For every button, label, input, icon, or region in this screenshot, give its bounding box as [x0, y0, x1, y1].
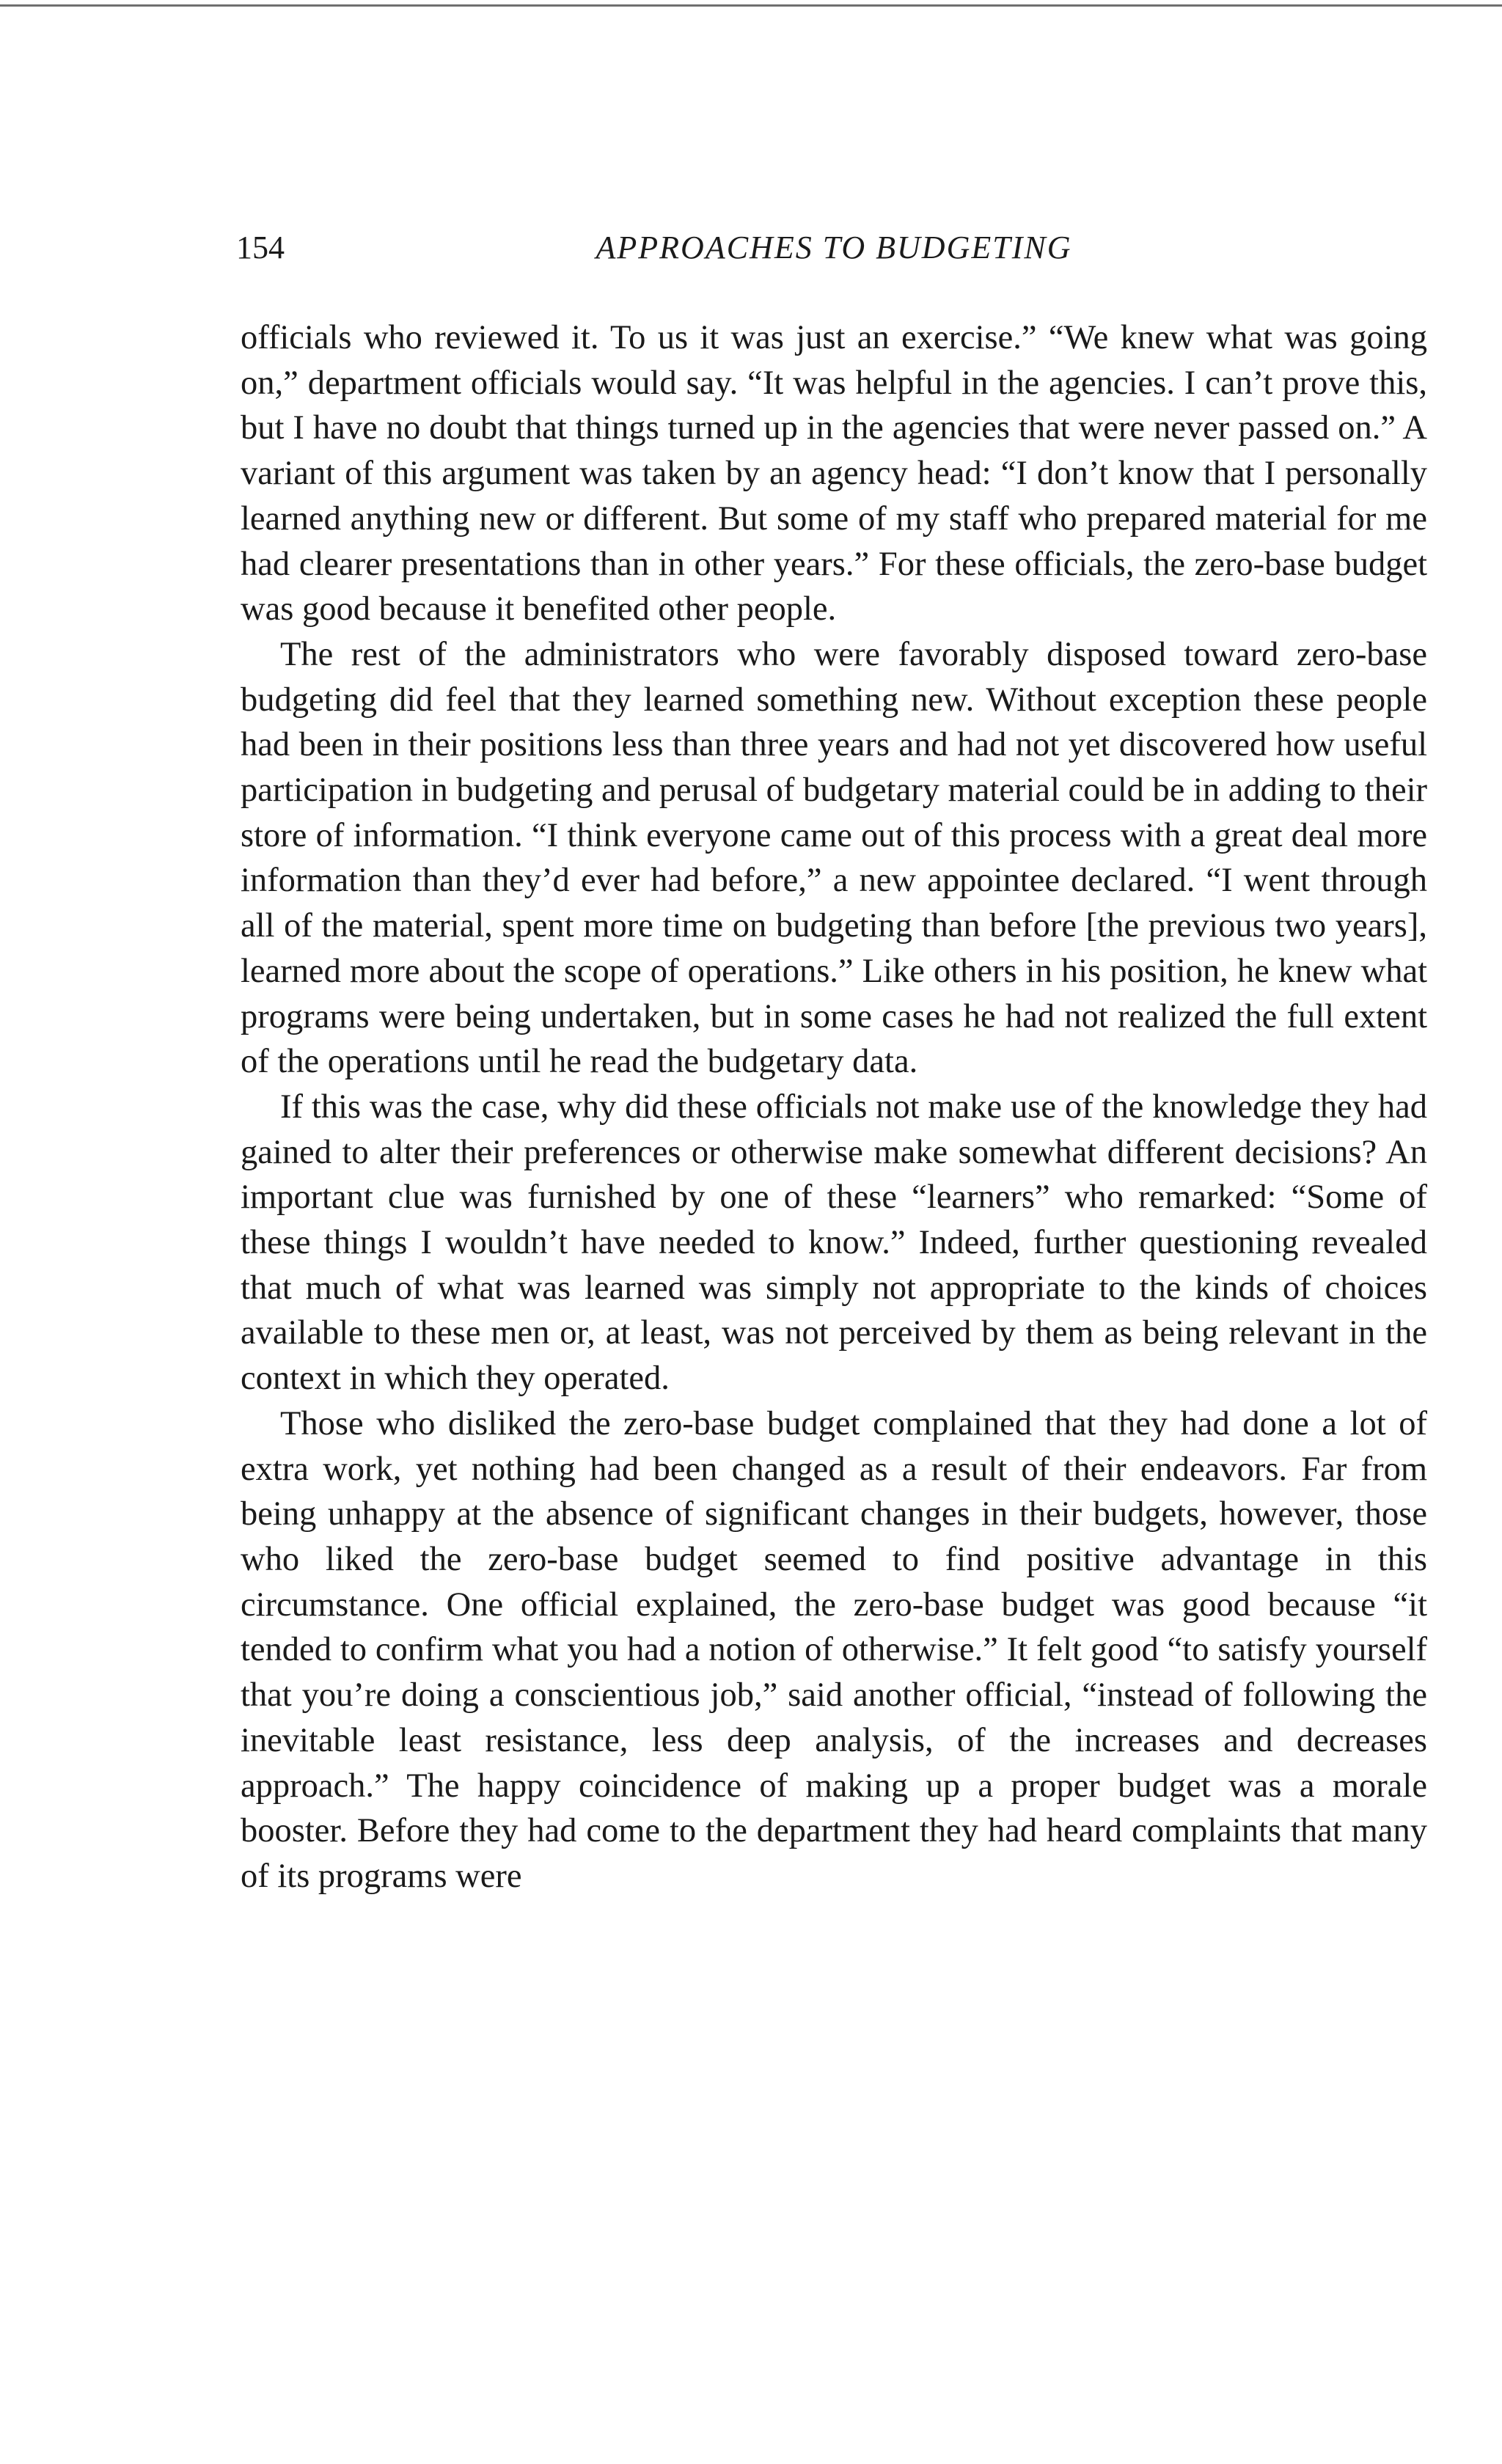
body-text	[241, 315, 1427, 1899]
paragraph-1: officials who reviewed it. To us it was just an exercise.” “We knew what was going on,” department officials would say. “It was helpful in the agencies. I can’t prove this, but I have no doubt that things turned up in the agencies that were never passed on.” A variant of this argument was taken by an agency head: “I don’t know that I personally learned anything new or different. But some of my staff who prepared material for me had clearer presentations than in other years.” For these officials, the zero-base budget was good because it benefited other people.	[241, 319, 1427, 628]
top-border-rule	[0, 4, 1502, 7]
paragraph-4: Those who disliked the zero-base budget complained that they had done a lot of extra work, yet nothing had been changed as a result of their endeavors. Far from being unhappy at the absence of significant changes in their budgets, however, those who liked the zero-base budget seemed to find positive advantage in this circumstance. One official explained, the zero-base budget was good because “it tended to confirm what you had a notion of otherwise.” It felt good “to satisfy yourself that you’re doing a conscientious job,” said another official, “instead of following the inevitable least resistance, less deep analysis, of the increases and decreases approach.” The happy coincidence of making up a proper budget was a morale booster. Before they had come to the department they had heard complaints that many of its programs were	[241, 1404, 1427, 1895]
running-head: APPROACHES TO BUDGETING	[596, 230, 1072, 265]
page-number: 154	[236, 230, 285, 265]
page-header	[236, 229, 1432, 280]
paragraph-3: If this was the case, why did these officials not make use of the knowledge they had gained to alter their preferences or otherwise make somewhat different decisions? An important clue was furnished by one of these “learners” who remarked: “Some of these things I wouldn’t have needed to know.” Indeed, further questioning revealed that much of what was learned was simply not appropriate to the kinds of choices available to these men or, at least, was not perceived by them as being relevant in the context in which they operated.	[241, 1088, 1427, 1398]
paragraph-2: The rest of the administrators who were favorably disposed toward zero-base budgeting did feel that they learned something new. Without exception these people had been in their positions less than three years and had not yet discovered how useful participation in budgeting and perusal of budgetary material could be in adding to their store of information. “I think everyone came out of this process with a great deal more information than they’d ever had before,” a new appointee declared. “I went through all of the material, spent more time on budgeting than before [the previous two years], learned more about the scope of operations.” Like others in his position, he knew what programs were being undertaken, but in some cases he had not realized the full extent of the operations until he read the budgetary data.	[241, 635, 1427, 1081]
